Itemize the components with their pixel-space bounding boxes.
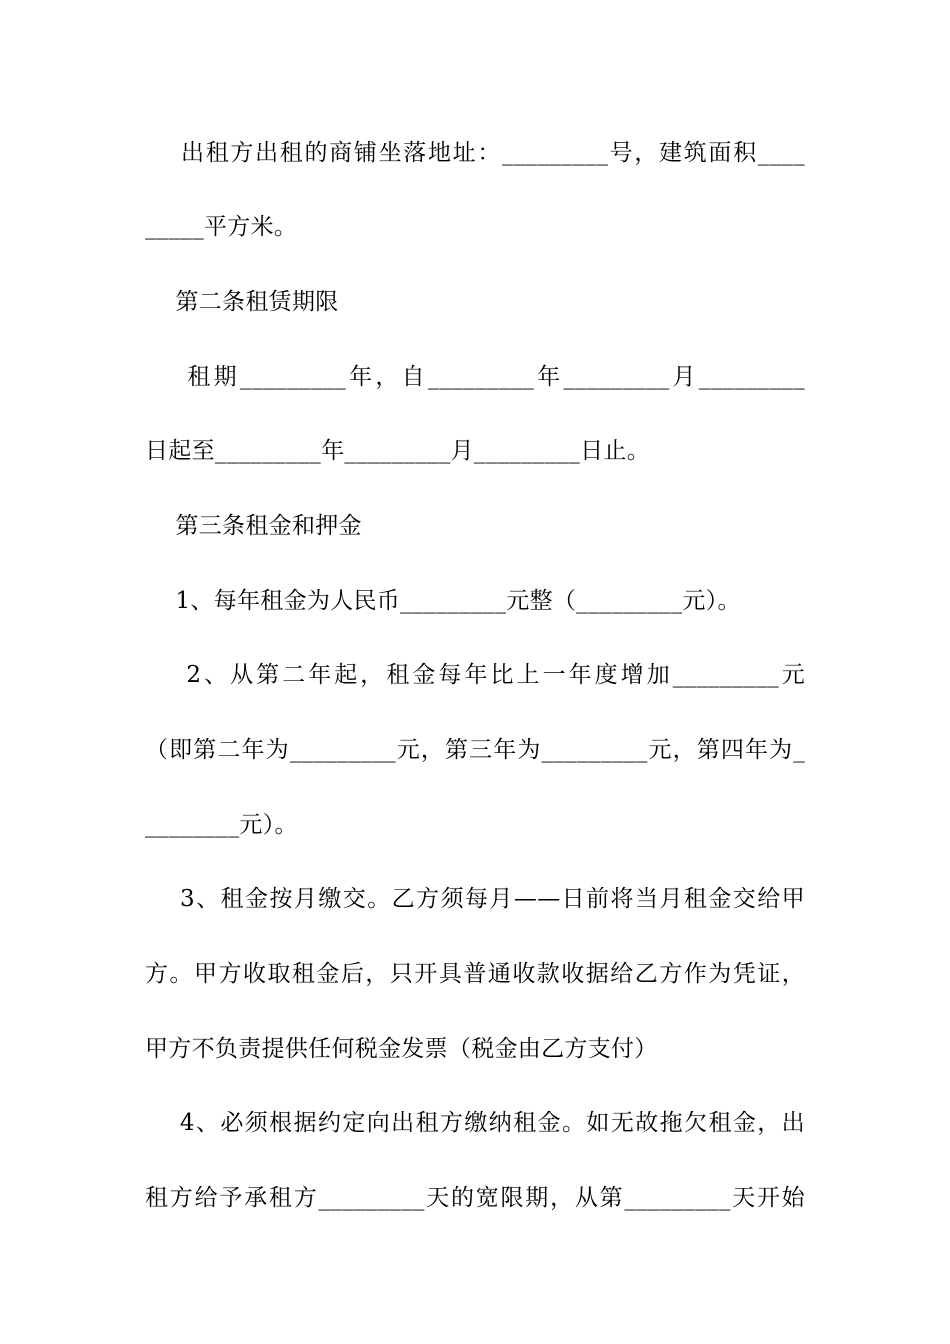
text-line-2: _____平方米。	[145, 214, 298, 240]
text-line-11: 3、租金按月缴交。乙方须每月——日前将当月租金交给甲	[145, 886, 805, 912]
text-line-4: 租期_________年，自_________年_________月_________	[145, 364, 805, 390]
section-heading-lease-term: 第二条租赁期限	[145, 289, 339, 315]
text-line-9: （即第二年为_________元，第三年为_________元，第四年为_	[145, 737, 805, 763]
text-line-15: 租方给予承租方_________天的宽限期，从第_________天开始	[145, 1185, 805, 1211]
text-line-8: 2、从第二年起，租金每年比上一年度增加_________元	[145, 662, 805, 688]
text-line-10: ________元）。	[145, 812, 298, 838]
text-line-7: 1、每年租金为人民币_________元整（_________元）。	[145, 588, 741, 614]
text-line-1: 出租方出租的商铺坐落地址：_________号，建筑面积____	[145, 140, 805, 166]
text-line-5: 日起至_________年_________月_________日止。	[145, 438, 650, 464]
text-line-13: 甲方不负责提供任何税金发票（税金由乙方支付）	[145, 1036, 658, 1062]
text-line-14: 4、必须根据约定向出租方缴纳租金。如无故拖欠租金，出	[145, 1110, 805, 1136]
section-heading-rent-deposit: 第三条租金和押金	[145, 513, 362, 539]
text-line-12: 方。甲方收取租金后，只开具普通收款收据给乙方作为凭证，	[145, 961, 805, 987]
